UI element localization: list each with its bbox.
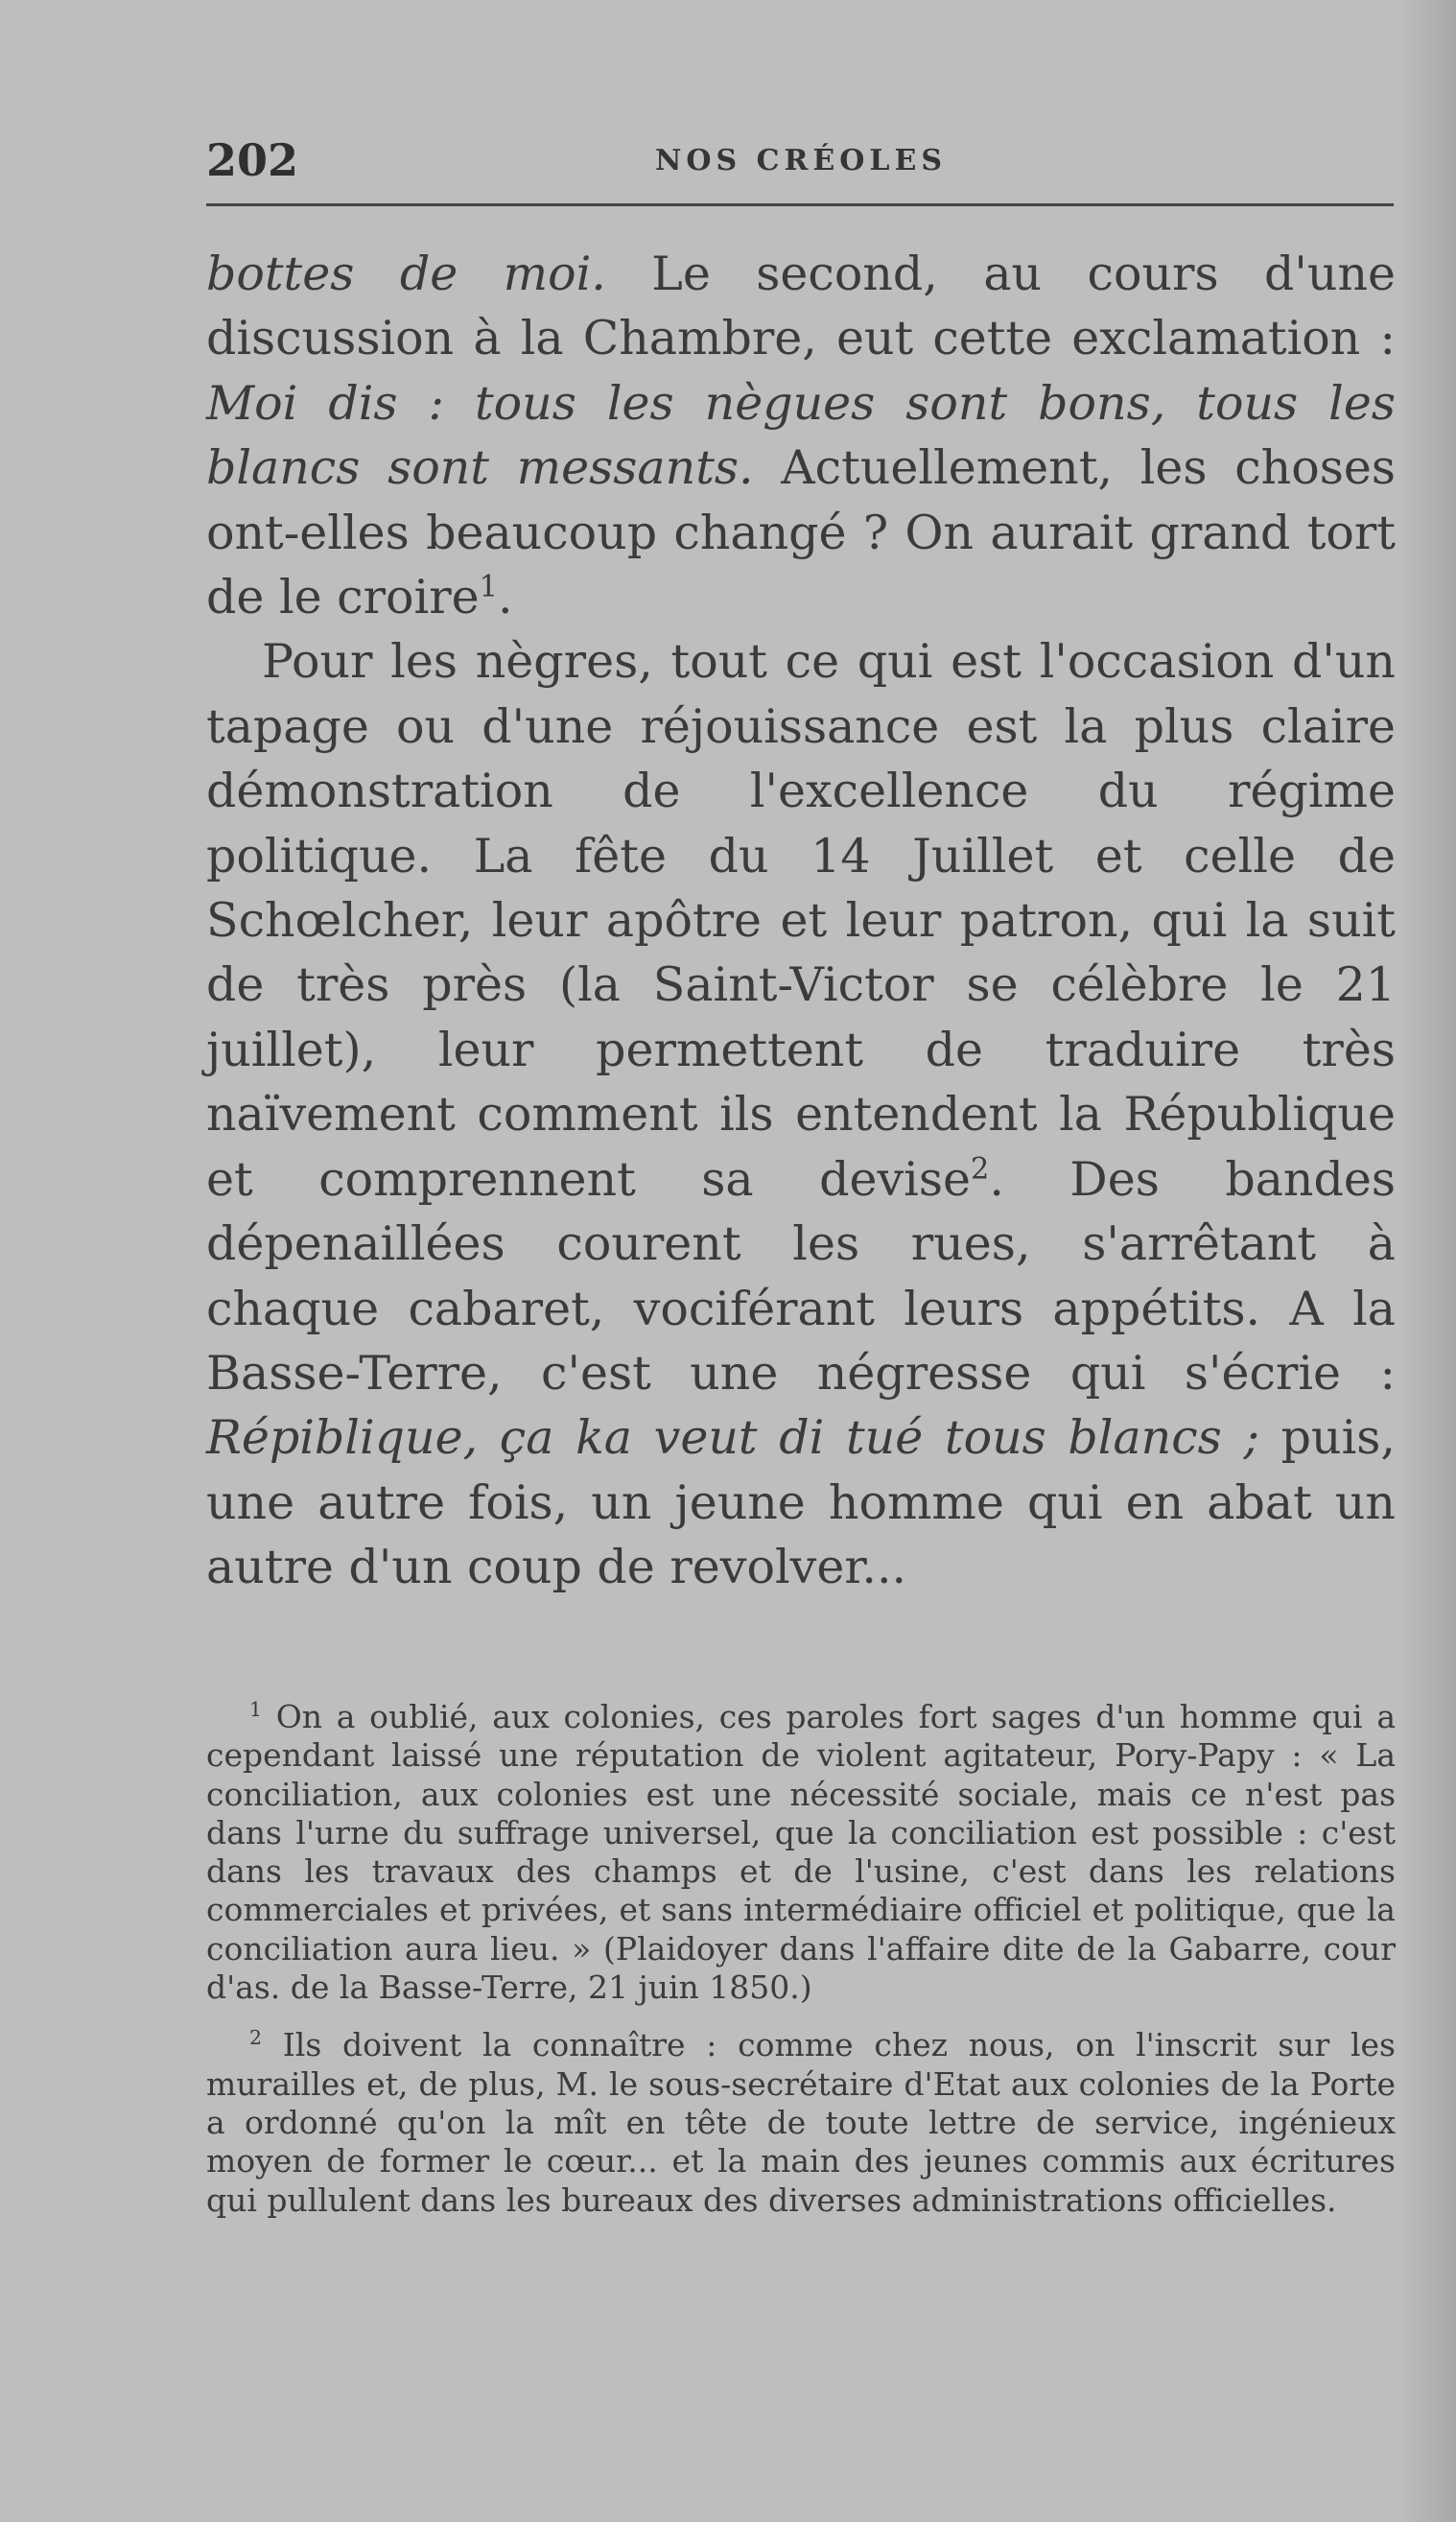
text-run: Actuellement, les choses ont-elles beaucoup changé ? On aurait grand tort de le croire — [206, 440, 1396, 625]
footnotes — [206, 1698, 1396, 2220]
page-number: 202 — [206, 134, 299, 186]
footnote-2 — [206, 2026, 1396, 2219]
text-run: Pour les nègres, tout ce qui est l'occasion d'un tapage ou d'une réjouissance est la plus claire démonstration de l'excellence du régime politique. La fête du 14 Juillet et celle de Schœlcher, leur apôtre et leur patron, qui la suit de très près (la Saint-Victor se célèbre le 21 juillet), leur permettent de traduire très naïvement comment ils entendent la République et comprennent sa devise — [206, 634, 1396, 1207]
italic-text: bottes de moi. — [206, 247, 606, 301]
footnote-1 — [206, 1698, 1396, 2007]
footnote-text: On a oublié, aux colonies, ces paroles fort sages d'un homme qui a cependant laissé une réputation de violent agitateur, Pory-Papy : « La conciliation, aux colonies est une nécessité sociale, mais ce n'est pas dans l'urne du suffrage universel, que la conciliation est possible : c'est dans les travaux des champs et de l'usine, c'est dans les relations commerciales et privées, et sans intermédiaire officiel et politique, que la conciliation aura lieu. » (Plaidoyer dans l'affaire dite de la Gabarre, cour d'as. de la Basse-Terre, 21 juin 1850.) — [206, 1698, 1396, 2007]
header-rule — [206, 203, 1394, 206]
paragraph-2 — [206, 629, 1396, 1599]
text-run: Le second, au cours d'une discussion à la Chambre, eut cette exclamation : — [206, 247, 1396, 366]
text-run: . Des bandes dépenaillées courent les rues, s'arrêtant à chaque cabaret, vociférant leurs appétits. A la Basse-Terre, c'est une négresse qui s'écrie : — [206, 1151, 1396, 1401]
paragraph-1 — [206, 242, 1396, 629]
page-header — [206, 125, 1396, 192]
text-run: . — [497, 570, 513, 625]
footnote-ref-2: 2 — [971, 1152, 990, 1187]
footnote-ref-1: 1 — [479, 570, 498, 604]
text-run: puis, une autre fois, un jeune homme qui en abat un autre d'un coup de revolver... — [206, 1410, 1396, 1595]
italic-quote: Répiblique, ça ka veut di tué tous blancs ; — [206, 1410, 1260, 1466]
footnote-marker: 1 — [249, 1698, 263, 1721]
body-text — [206, 242, 1396, 1600]
footnote-marker: 2 — [249, 2026, 263, 2050]
italic-quote: Moi dis : tous les nègues sont bons, tous les blancs sont messants. — [206, 375, 1396, 496]
running-title: NOS CRÉOLES — [654, 144, 948, 177]
footnote-text: Ils doivent la connaître : comme chez nous, on l'inscrit sur les murailles et, de plus, M. le sous-secrétaire d'Etat aux colonies de la Porte a ordonné qu'on la mît en tête de toute lettre de service, ingénieux moyen de former le cœur... et la main des jeunes commis aux écritures qui pullulent dans les bureaux des diverses administrations officielles. — [206, 2026, 1396, 2219]
